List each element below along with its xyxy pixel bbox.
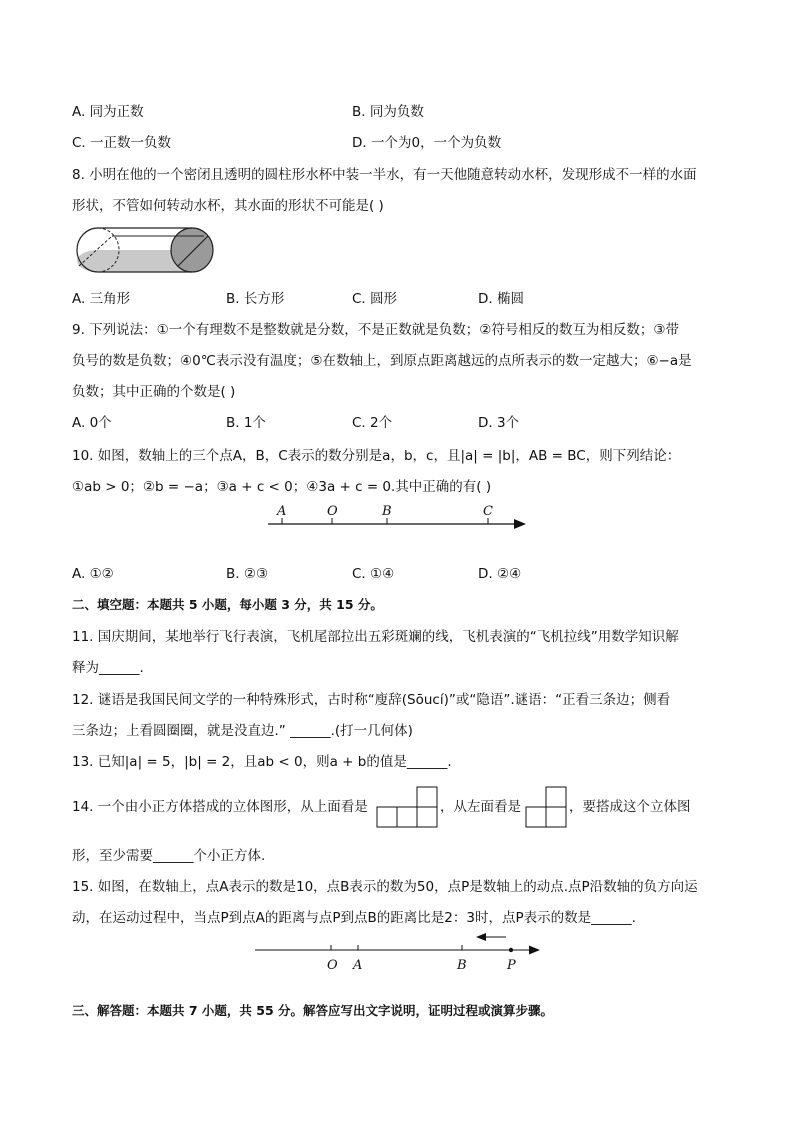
q8-option-d: D. 椭圆 (478, 291, 524, 307)
q8-option-b: B. 长方形 (226, 291, 285, 307)
q10-option-c: C. ①④ (352, 566, 395, 582)
q11-stem-line1: 11. 国庆期间，某地举行飞行表演，飞机尾部拉出五彩斑斓的线，飞机表演的“飞机拉线”用数学知识解 (72, 629, 679, 645)
cylinder-cup-figure (72, 226, 217, 276)
q9-stem-line2: 负号的数是负数；④0℃表示没有温度；⑤在数轴上，到原点距离越远的点所表示的数一定越大；⑥−a是 (72, 353, 692, 369)
q10-axis-label-b: B (382, 504, 392, 519)
section-2-heading: 二、填空题：本题共 5 小题，每小题 3 分，共 15 分。 (72, 597, 383, 612)
q8-stem-line1: 8. 小明在他的一个密闭且透明的圆柱形水杯中装一半水，有一天他随意转动水杯，发现形成不一样的水面 (72, 167, 697, 183)
q15-stem-line1: 15. 如图，在数轴上，点A表示的数是10，点B表示的数为50，点P是数轴上的动点.点P沿数轴的负方向运 (72, 879, 698, 895)
q7-option-d: D. 一个为0，一个为负数 (352, 135, 502, 151)
q14-stem-part1: 14. 一个由小正方体搭成的立体图形，从上面看是 (72, 799, 368, 815)
q15-stem-line2: 动，在运动过程中，当点P到点A的距离与点P到点B的距离比是2：3时，点P表示的数是______. (72, 910, 636, 926)
q7-option-b: B. 同为负数 (352, 104, 424, 120)
q9-stem-line3: 负数；其中正确的个数是( ) (72, 384, 236, 400)
q9-option-c: C. 2个 (352, 415, 393, 431)
q10-axis-label-c: C (483, 504, 493, 519)
q11-stem-line2: 释为______. (72, 660, 144, 676)
q12-stem-line2: 三条边；上看圆圈圈，就是没直边.” ______.(打一几何体) (72, 723, 413, 739)
q14-top-view-figure (376, 786, 438, 828)
q14-stem-line2: 形，至少需要______个小正方体. (72, 848, 266, 864)
q15-axis-label-p: P (507, 958, 516, 973)
q9-option-a: A. 0个 (72, 415, 112, 431)
q10-option-b: B. ②③ (226, 566, 269, 582)
q15-axis-label-b: B (457, 958, 467, 973)
q10-option-d: D. ②④ (478, 566, 522, 582)
q9-option-d: D. 3个 (478, 415, 520, 431)
q12-stem-line1: 12. 谜语是我国民间文学的一种特殊形式，古时称“廋辞(Sōucí)”或“隐语”.谜语：“正看三条边；侧看 (72, 692, 671, 708)
q15-number-line (250, 928, 545, 974)
q14-left-view-figure (525, 786, 567, 828)
q13-stem: 13. 已知|a| = 5，|b| = 2，且ab < 0，则a + b的值是______. (72, 754, 452, 770)
q10-number-line (260, 502, 535, 536)
q10-axis-label-a: A (277, 504, 287, 519)
q7-option-a: A. 同为正数 (72, 104, 144, 120)
q10-stem-line2: ①ab > 0；②b = −a；③a + c < 0；④3a + c = 0.其中正确的有( ) (72, 479, 492, 495)
q15-axis-label-a: A (353, 958, 363, 973)
q10-axis-label-o: O (327, 504, 338, 519)
q9-stem-line1: 9. 下列说法：①一个有理数不是整数就是分数，不是正数就是负数；②符号相反的数互为相反数；③带 (72, 322, 679, 338)
q8-option-c: C. 圆形 (352, 291, 398, 307)
q7-option-c: C. 一正数一负数 (72, 135, 172, 151)
q14-stem-part2: ，从左面看是 (440, 799, 521, 815)
q10-stem-line1: 10. 如图，数轴上的三个点A，B，C表示的数分别是a，b，c，且|a| = |b|，AB = BC，则下列结论： (72, 448, 681, 464)
q14-stem-part3: ，要搭成这个立体图 (569, 799, 691, 815)
q8-stem-line2: 形状，不管如何转动水杯，其水面的形状不可能是( ) (72, 198, 384, 214)
q15-axis-label-o: O (327, 958, 338, 973)
q9-option-b: B. 1个 (226, 415, 266, 431)
section-3-heading: 三、解答题：本题共 7 小题，共 55 分。解答应写出文字说明，证明过程或演算步骤。 (72, 1003, 554, 1018)
q8-option-a: A. 三角形 (72, 291, 131, 307)
q10-option-a: A. ①② (72, 566, 114, 582)
